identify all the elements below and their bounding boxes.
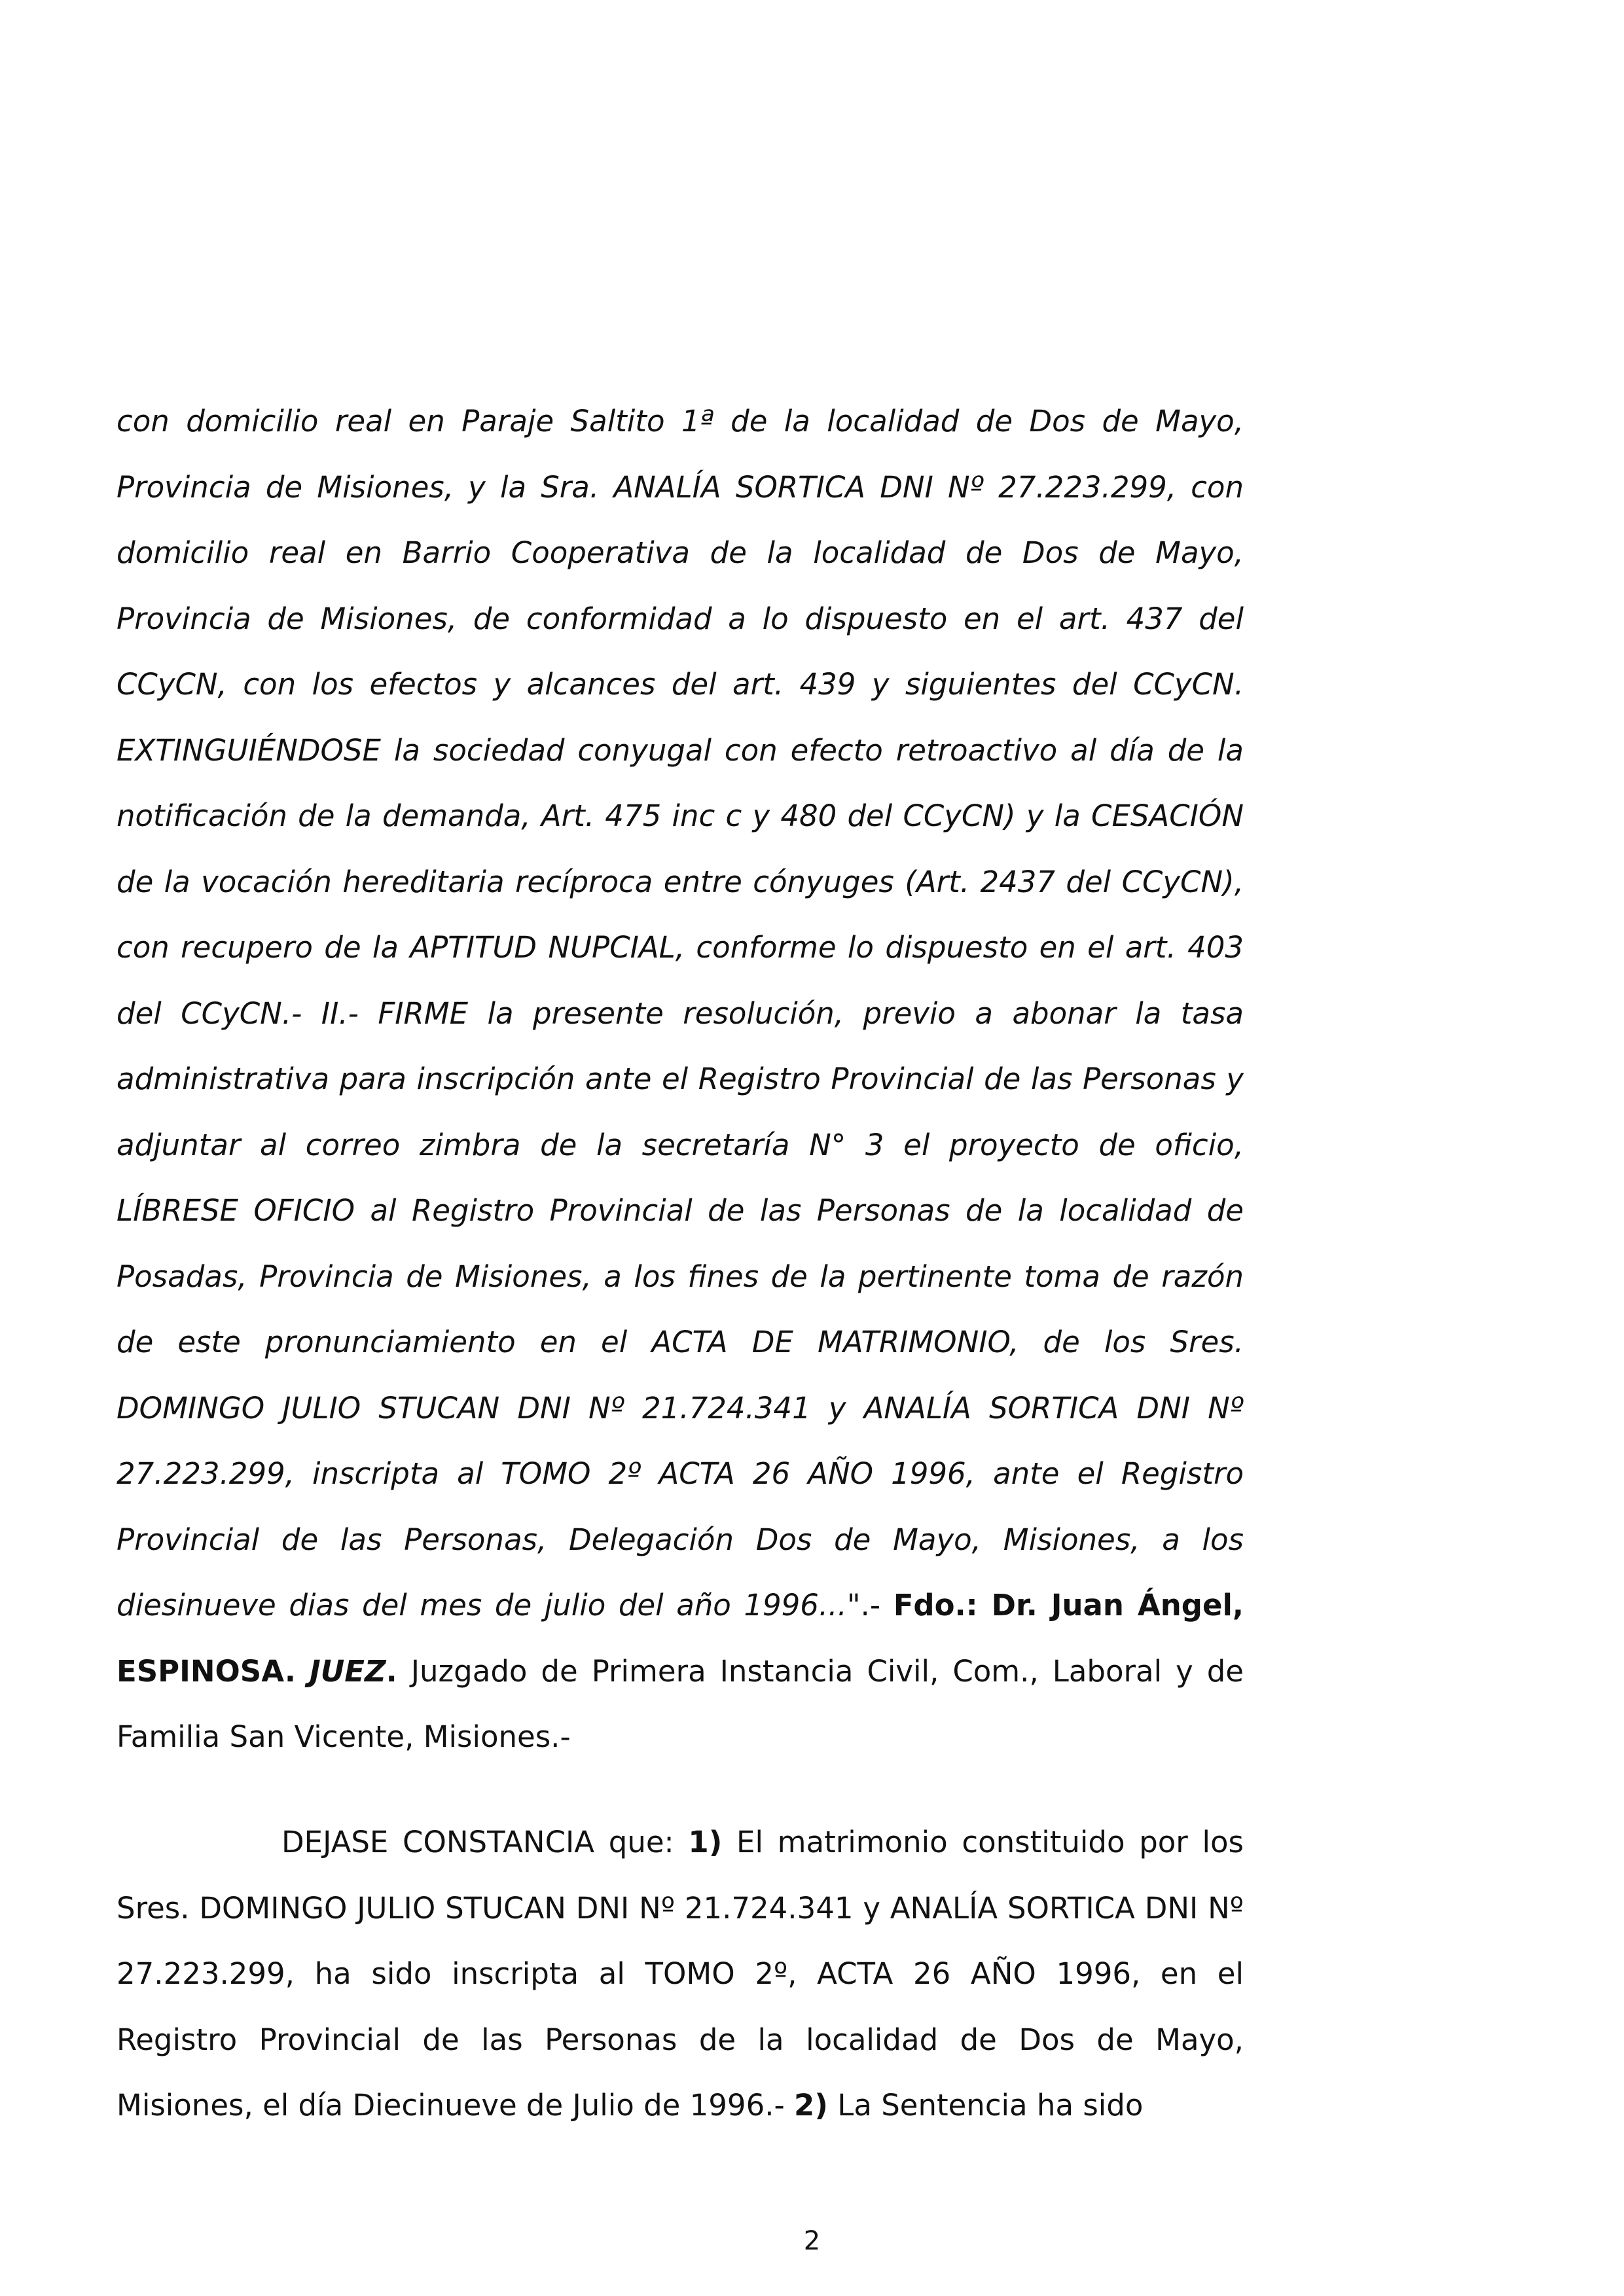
constancia-lead: DEJASE CONSTANCIA que:: [281, 1825, 689, 1859]
constancia-item-2: La Sentencia ha sido: [827, 2088, 1144, 2123]
page-number: 2: [803, 2226, 821, 2256]
resolution-italic-text: con domicilio real en Paraje Saltito 1ª de la localidad de Dos de Mayo, Provincia de Misiones, y la Sra. ANALÍA SORTICA DNI Nº 27.223.299, con domicilio real en Barrio Cooperativa de la localidad de Dos de Mayo, Provincia de Misiones, de conformidad a lo dispuesto en el art. 437 del CCyCN, con los efectos y alcances del art. 439 y siguientes del CCyCN. EXTINGUIÉNDOSE la sociedad conyugal con efecto retroactivo al día de la notificación de la demanda, Art. 475 inc c y 480 del CCyCN) y la CESACIÓN de la vocación hereditaria recíproca entre cónyuges (Art. 2437 del CCyCN), con recupero de la APTITUD NUPCIAL, conforme lo dispuesto en el art. 403 del CCyCN.- II.- FIRME la presente resolución, previo a abonar la tasa administrativa para inscripción ante el Registro Provincial de las Personas y adjuntar al correo zimbra de la secretaría N° 3 el proyecto de oficio, LÍBRESE OFICIO al Registro Provincial de las Personas de la localidad de Posadas, Provincia de Misiones, a los fines de la pertinente toma de razón de este pronunciamiento en el ACTA DE MATRIMONIO, de los Sres. DOMINGO JULIO STUCAN DNI Nº 21.724.341 y ANALÍA SORTICA DNI Nº 27.223.299, inscripta al TOMO 2º ACTA 26 AÑO 1996, ante el Registro Provincial de las Personas, Delegación Dos de Mayo, Misiones, a los diesinueve dias del mes de julio del año 1996...: [117, 404, 1244, 1623]
quote-close: ".-: [846, 1588, 893, 1623]
paragraph-constancia: [117, 1810, 1244, 2139]
signature-bold: Fdo.: Dr. Juan Ángel, ESPINOSA.: [117, 1588, 1244, 1689]
paragraph-resolution: [117, 389, 1244, 1770]
item-marker-1: 1): [688, 1825, 723, 1859]
judge-title: JUEZ: [309, 1653, 386, 1689]
item-marker-2: 2): [794, 2088, 828, 2123]
judge-dot: .: [386, 1653, 397, 1689]
constancia-item-1: El matrimonio constituido por los Sres. DOMINGO JULIO STUCAN DNI Nº 21.724.341 y ANALÍA SORTICA DNI Nº 27.223.299, ha sido inscripta al TOMO 2º, ACTA 26 AÑO 1996, en el Registro Provincial de las Personas de la localidad de Dos de Mayo, Misiones, el día Diecinueve de Julio de 1996.-: [117, 1825, 1244, 2123]
court-text: Juzgado de Primera Instancia Civil, Com., Laboral y de Familia San Vicente, Misiones.-: [117, 1653, 1244, 1754]
signature-space: [296, 1654, 310, 1689]
